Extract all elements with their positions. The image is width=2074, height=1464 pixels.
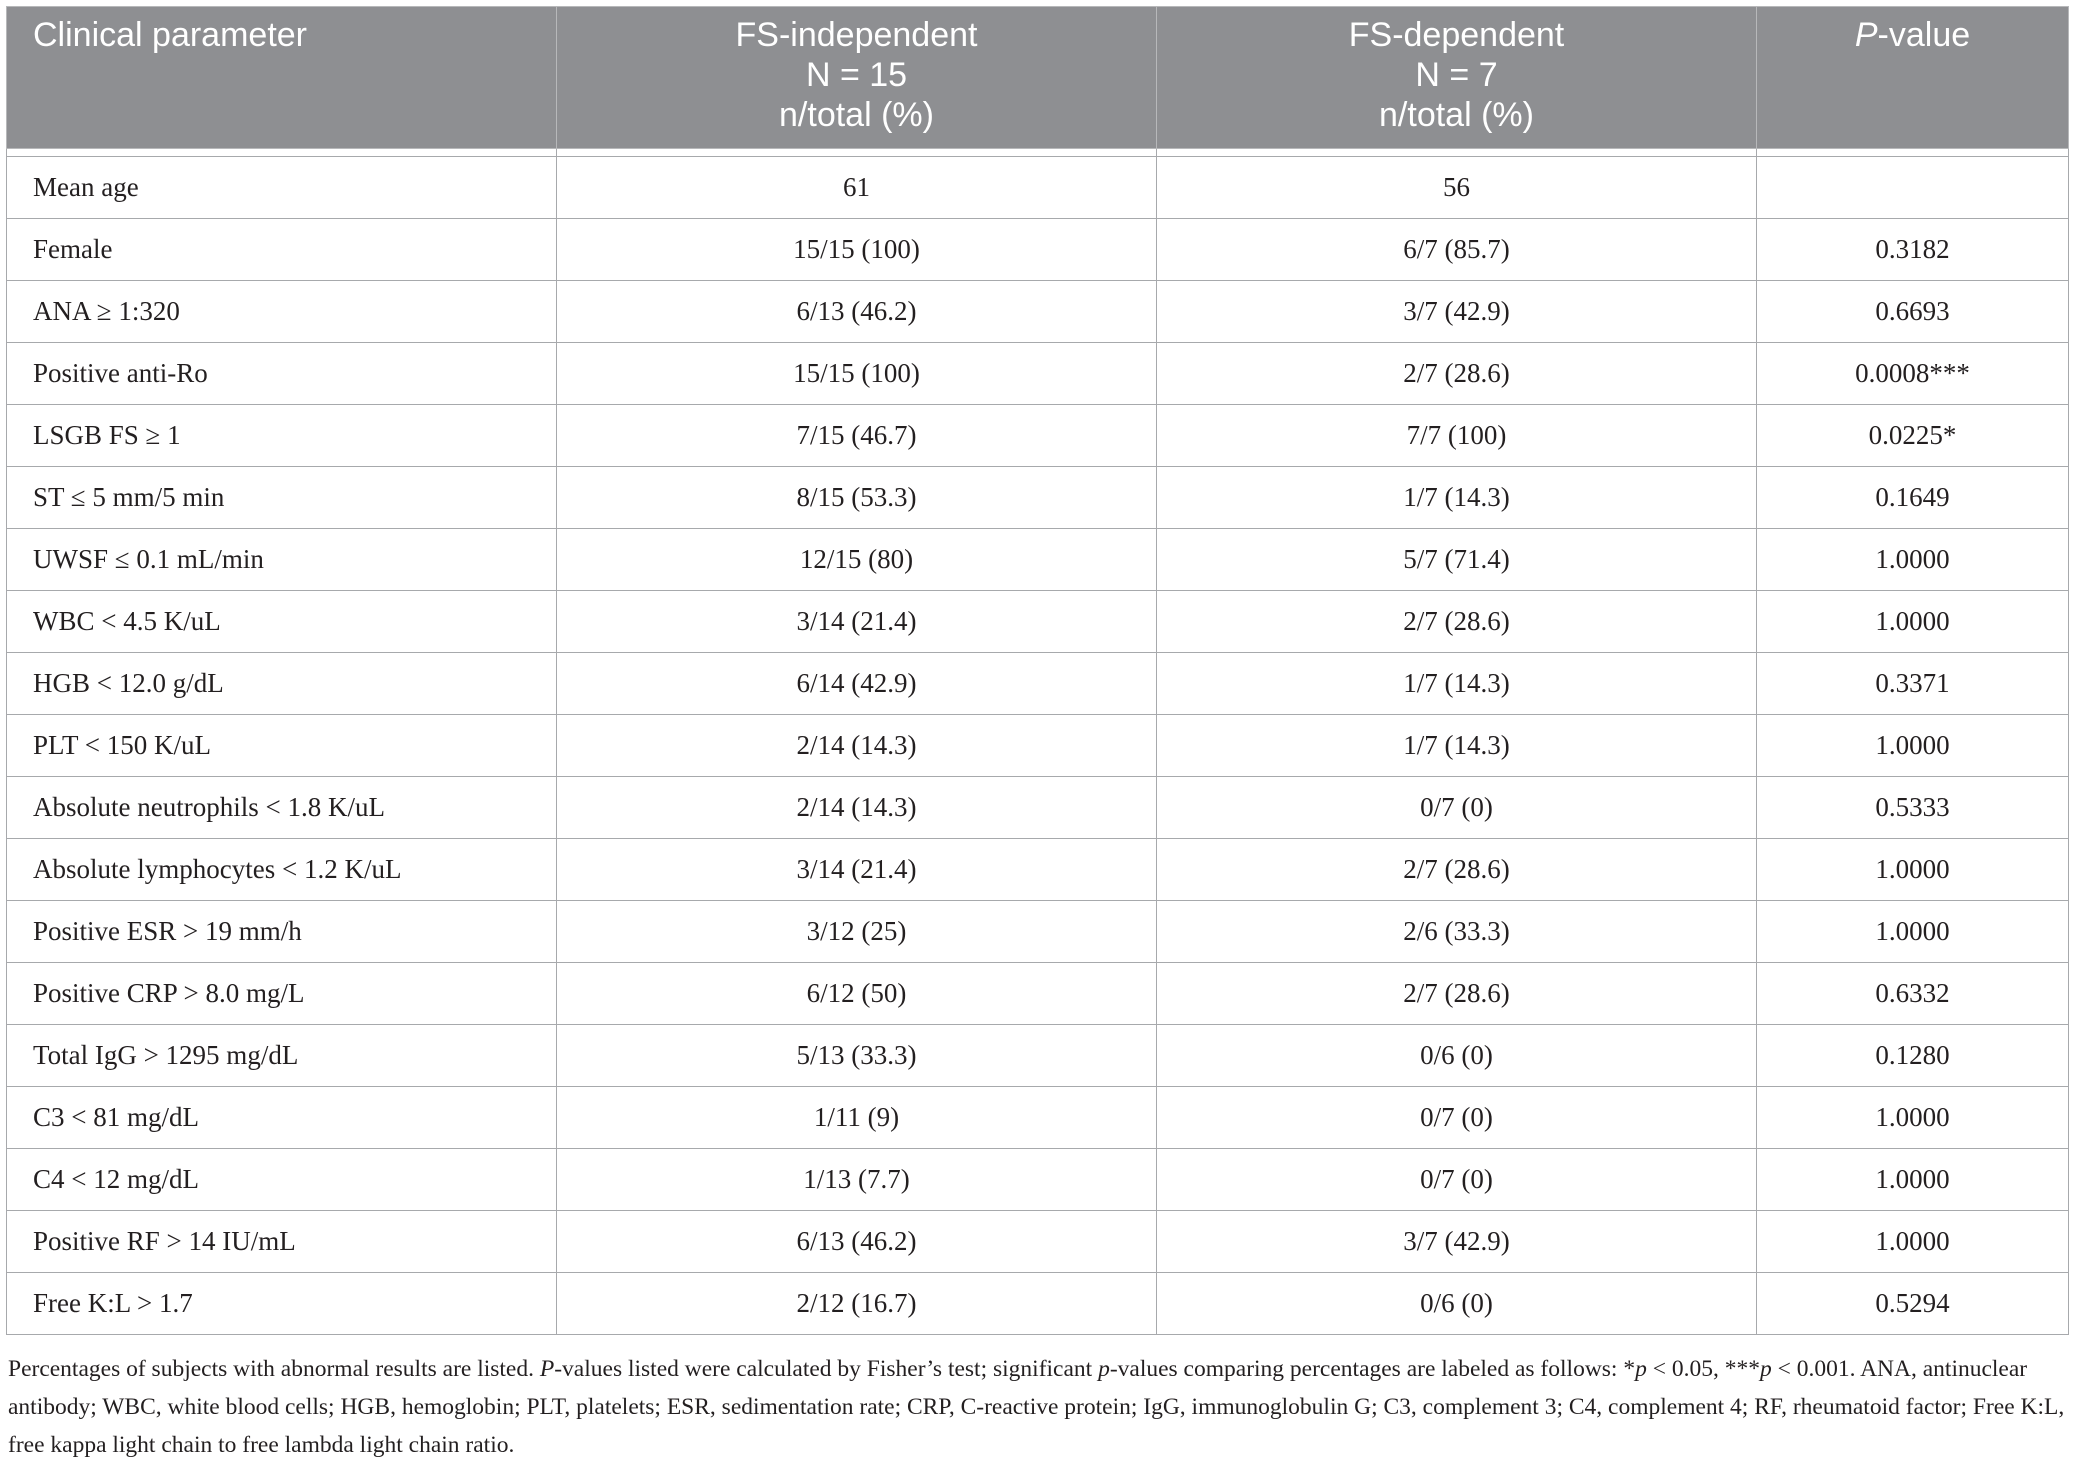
cell-clinical-parameter: Free K:L > 1.7 xyxy=(7,1273,557,1335)
cell-p-value: 0.5333 xyxy=(1757,777,2069,839)
table-row xyxy=(7,777,2069,839)
header-fs-dependent-line-2: N = 7 xyxy=(1415,56,1498,94)
footnote-part-9: < 0.001. ANA, antinuclear antibody; WBC, white blood cells; HGB, hemoglobin; PLT, platelets; ESR, sedimentation rate; CRP, C-reactive protein; IgG, immunoglobulin G; C3, complement 3; C4, complement 4; RF, rheumatoid factor; Free K:L, free kappa light chain to free lambda light chain ratio. xyxy=(8,1356,2065,1458)
cell-clinical-parameter: Positive RF > 14 IU/mL xyxy=(7,1211,557,1273)
cell-fs-independent: 6/14 (42.9) xyxy=(557,653,1157,715)
table-row xyxy=(7,343,2069,405)
clinical-parameters-table-wrapper xyxy=(6,6,2068,1335)
cell-p-value: 1.0000 xyxy=(1757,1087,2069,1149)
cell-p-value: 1.0000 xyxy=(1757,1149,2069,1211)
table-row xyxy=(7,1025,2069,1087)
cell-clinical-parameter: PLT < 150 K/uL xyxy=(7,715,557,777)
cell-fs-independent: 3/14 (21.4) xyxy=(557,591,1157,653)
header-fs-dependent-line-3: n/total (%) xyxy=(1379,96,1534,134)
cell-p-value: 1.0000 xyxy=(1757,901,2069,963)
header-fs-dependent xyxy=(1157,7,1757,149)
table-row xyxy=(7,1211,2069,1273)
cell-fs-independent: 6/13 (46.2) xyxy=(557,281,1157,343)
cell-p-value: 0.1649 xyxy=(1757,467,2069,529)
header-fs-independent xyxy=(557,7,1157,149)
clinical-parameters-table xyxy=(6,6,2069,1335)
cell-fs-dependent: 0/7 (0) xyxy=(1157,1087,1757,1149)
table-row xyxy=(7,591,2069,653)
cell-fs-dependent: 2/6 (33.3) xyxy=(1157,901,1757,963)
cell-clinical-parameter: C4 < 12 mg/dL xyxy=(7,1149,557,1211)
cell-p-value: 1.0000 xyxy=(1757,715,2069,777)
table-row xyxy=(7,653,2069,715)
cell-fs-dependent: 0/6 (0) xyxy=(1157,1273,1757,1335)
cell-clinical-parameter: WBC < 4.5 K/uL xyxy=(7,591,557,653)
header-fs-independent-line-1: FS-independent xyxy=(735,16,978,54)
cell-fs-independent: 1/11 (9) xyxy=(557,1087,1157,1149)
cell-p-value: 1.0000 xyxy=(1757,839,2069,901)
table-row xyxy=(7,715,2069,777)
cell-fs-independent: 2/14 (14.3) xyxy=(557,777,1157,839)
table-row xyxy=(7,405,2069,467)
cell-fs-dependent: 2/7 (28.6) xyxy=(1157,591,1757,653)
cell-fs-dependent: 1/7 (14.3) xyxy=(1157,715,1757,777)
header-spacer-row xyxy=(7,149,2069,157)
header-p-rest: -value xyxy=(1877,16,1971,54)
cell-clinical-parameter: Absolute lymphocytes < 1.2 K/uL xyxy=(7,839,557,901)
cell-fs-dependent: 2/7 (28.6) xyxy=(1157,963,1757,1025)
header-clinical-parameter: Clinical parameter xyxy=(7,7,557,149)
footnote-part-4: p xyxy=(1098,1356,1110,1382)
cell-p-value: 0.6332 xyxy=(1757,963,2069,1025)
cell-fs-dependent: 1/7 (14.3) xyxy=(1157,467,1757,529)
cell-clinical-parameter: ANA ≥ 1:320 xyxy=(7,281,557,343)
cell-fs-dependent: 2/7 (28.6) xyxy=(1157,343,1757,405)
header-fs-independent-line-2: N = 15 xyxy=(805,56,908,94)
table-row xyxy=(7,839,2069,901)
cell-fs-dependent: 6/7 (85.7) xyxy=(1157,219,1757,281)
cell-fs-independent: 15/15 (100) xyxy=(557,343,1157,405)
cell-fs-independent: 3/14 (21.4) xyxy=(557,839,1157,901)
footnote-part-5: -values comparing percentages are labeled as follows: * xyxy=(1109,1356,1636,1382)
cell-fs-independent: 3/12 (25) xyxy=(557,901,1157,963)
cell-fs-dependent: 0/6 (0) xyxy=(1157,1025,1757,1087)
footnote-part-6: p xyxy=(1635,1356,1647,1382)
cell-fs-dependent: 5/7 (71.4) xyxy=(1157,529,1757,591)
cell-p-value: 0.0008*** xyxy=(1757,343,2069,405)
cell-p-value: 1.0000 xyxy=(1757,591,2069,653)
cell-fs-independent: 61 xyxy=(557,157,1157,219)
footnote-part-2: P xyxy=(539,1356,555,1382)
cell-clinical-parameter: Female xyxy=(7,219,557,281)
cell-fs-independent: 15/15 (100) xyxy=(557,219,1157,281)
cell-fs-independent: 2/12 (16.7) xyxy=(557,1273,1157,1335)
table-row xyxy=(7,963,2069,1025)
footnote-part-7: < 0.05, *** xyxy=(1646,1356,1760,1382)
cell-fs-dependent: 56 xyxy=(1157,157,1757,219)
table-row xyxy=(7,157,2069,219)
cell-clinical-parameter: ST ≤ 5 mm/5 min xyxy=(7,467,557,529)
cell-clinical-parameter: UWSF ≤ 0.1 mL/min xyxy=(7,529,557,591)
header-fs-dependent-line-1: FS-dependent xyxy=(1348,16,1565,54)
table-row xyxy=(7,529,2069,591)
footnote-part-3: -values listed were calculated by Fisher’s test; significant xyxy=(554,1356,1099,1382)
cell-clinical-parameter: Absolute neutrophils < 1.8 K/uL xyxy=(7,777,557,839)
table-row xyxy=(7,1149,2069,1211)
table-header xyxy=(7,7,2069,149)
cell-fs-independent: 7/15 (46.7) xyxy=(557,405,1157,467)
table-row xyxy=(7,467,2069,529)
table-footnote xyxy=(8,1350,2066,1464)
cell-fs-dependent: 3/7 (42.9) xyxy=(1157,1211,1757,1273)
cell-clinical-parameter: Positive anti-Ro xyxy=(7,343,557,405)
table-body xyxy=(7,149,2069,1335)
cell-p-value xyxy=(1757,157,2069,219)
table-row xyxy=(7,1087,2069,1149)
header-p-italic: P xyxy=(1854,16,1878,54)
cell-fs-independent: 6/12 (50) xyxy=(557,963,1157,1025)
cell-fs-dependent: 2/7 (28.6) xyxy=(1157,839,1757,901)
cell-p-value: 1.0000 xyxy=(1757,1211,2069,1273)
cell-clinical-parameter: C3 < 81 mg/dL xyxy=(7,1087,557,1149)
table-row xyxy=(7,1273,2069,1335)
cell-clinical-parameter: HGB < 12.0 g/dL xyxy=(7,653,557,715)
table-row xyxy=(7,281,2069,343)
cell-fs-dependent: 1/7 (14.3) xyxy=(1157,653,1757,715)
cell-fs-independent: 12/15 (80) xyxy=(557,529,1157,591)
footnote-part-1: Percentages of subjects with abnormal results are listed. xyxy=(8,1356,540,1382)
cell-clinical-parameter: LSGB FS ≥ 1 xyxy=(7,405,557,467)
cell-clinical-parameter: Positive CRP > 8.0 mg/L xyxy=(7,963,557,1025)
cell-fs-independent: 6/13 (46.2) xyxy=(557,1211,1157,1273)
cell-fs-independent: 8/15 (53.3) xyxy=(557,467,1157,529)
cell-clinical-parameter: Positive ESR > 19 mm/h xyxy=(7,901,557,963)
cell-fs-dependent: 0/7 (0) xyxy=(1157,1149,1757,1211)
cell-p-value: 0.1280 xyxy=(1757,1025,2069,1087)
cell-fs-independent: 1/13 (7.7) xyxy=(557,1149,1157,1211)
cell-p-value: 0.3182 xyxy=(1757,219,2069,281)
cell-fs-independent: 5/13 (33.3) xyxy=(557,1025,1157,1087)
header-p-value xyxy=(1757,7,2069,149)
table-row xyxy=(7,901,2069,963)
cell-p-value: 0.5294 xyxy=(1757,1273,2069,1335)
cell-p-value: 0.3371 xyxy=(1757,653,2069,715)
cell-clinical-parameter: Mean age xyxy=(7,157,557,219)
footnote-part-8: p xyxy=(1759,1356,1772,1382)
table-row xyxy=(7,219,2069,281)
cell-p-value: 0.0225* xyxy=(1757,405,2069,467)
cell-clinical-parameter: Total IgG > 1295 mg/dL xyxy=(7,1025,557,1087)
cell-fs-dependent: 3/7 (42.9) xyxy=(1157,281,1757,343)
cell-fs-dependent: 7/7 (100) xyxy=(1157,405,1757,467)
cell-fs-independent: 2/14 (14.3) xyxy=(557,715,1157,777)
header-fs-independent-line-3: n/total (%) xyxy=(779,96,934,134)
cell-p-value: 1.0000 xyxy=(1757,529,2069,591)
cell-p-value: 0.6693 xyxy=(1757,281,2069,343)
cell-fs-dependent: 0/7 (0) xyxy=(1157,777,1757,839)
